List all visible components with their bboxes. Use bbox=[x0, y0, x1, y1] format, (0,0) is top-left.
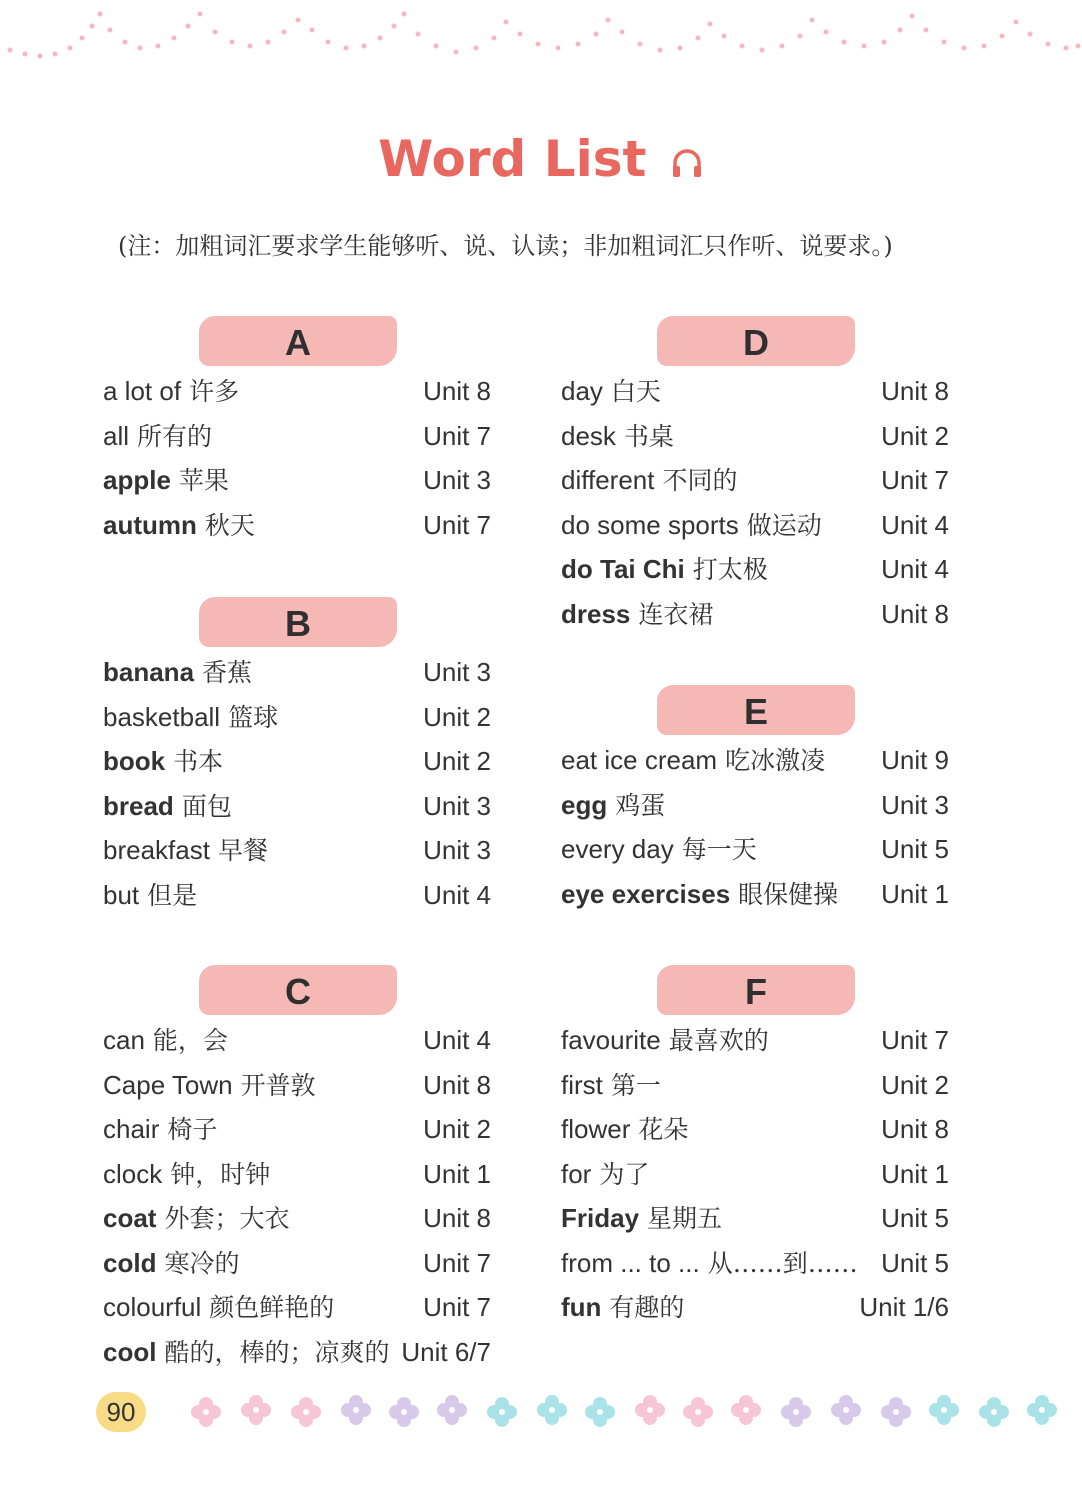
english-word: book bbox=[103, 746, 166, 776]
chinese-meaning: 鸡蛋 bbox=[615, 790, 666, 820]
list-item bbox=[561, 788, 961, 833]
english-word: eye exercises bbox=[561, 878, 731, 909]
entry-list bbox=[561, 1023, 961, 1335]
unit-label: Unit 5 bbox=[881, 1203, 949, 1233]
letter-badge: F bbox=[657, 965, 855, 1015]
list-item bbox=[103, 463, 503, 508]
entry-list bbox=[561, 374, 961, 641]
english-word: do some sports bbox=[561, 509, 739, 540]
letter-badge: E bbox=[657, 685, 855, 735]
english-word: all bbox=[103, 420, 130, 451]
chinese-meaning: 吃冰激凌 bbox=[725, 746, 826, 775]
english-word: from ... to ... bbox=[561, 1247, 700, 1278]
list-item bbox=[103, 508, 503, 553]
unit-label: Unit 7 bbox=[423, 509, 491, 540]
unit-label: Unit 8 bbox=[423, 1203, 491, 1233]
chinese-meaning: 星期五 bbox=[647, 1204, 723, 1233]
english-word: can bbox=[103, 1025, 145, 1055]
list-item bbox=[103, 1068, 503, 1113]
unit-label: Unit 2 bbox=[881, 1069, 949, 1100]
chinese-meaning: 不同的 bbox=[662, 466, 738, 495]
chinese-meaning: 所有的 bbox=[137, 421, 213, 451]
entry-list bbox=[561, 743, 961, 921]
list-item bbox=[103, 878, 503, 923]
list-item bbox=[561, 463, 961, 508]
title-text: Word List bbox=[378, 130, 647, 188]
list-item bbox=[103, 419, 503, 464]
unit-label: Unit 2 bbox=[423, 746, 491, 776]
list-item bbox=[561, 1201, 961, 1246]
list-item bbox=[103, 374, 503, 419]
letter-badge: C bbox=[199, 965, 397, 1015]
letter-badge: A bbox=[199, 316, 397, 366]
unit-label: Unit 1 bbox=[881, 878, 949, 909]
chinese-meaning: 篮球 bbox=[228, 702, 279, 732]
chinese-meaning: 眼保健操 bbox=[738, 879, 839, 909]
study-note: (注：加粗词汇要求学生能够听、说、认读；非加粗词汇只作听、说要求。) bbox=[118, 232, 893, 260]
unit-label: Unit 4 bbox=[881, 509, 949, 540]
unit-label: Unit 6/7 bbox=[401, 1336, 491, 1367]
english-word: basketball bbox=[103, 701, 221, 732]
english-word: do Tai Chi bbox=[561, 554, 685, 584]
list-item bbox=[103, 1246, 503, 1291]
chinese-meaning: 秋天 bbox=[204, 510, 255, 540]
english-word: eat ice cream bbox=[561, 745, 718, 775]
english-word: chair bbox=[103, 1114, 160, 1144]
unit-label: Unit 7 bbox=[881, 465, 949, 495]
chinese-meaning: 为了 bbox=[599, 1159, 650, 1189]
unit-label: Unit 7 bbox=[423, 1292, 491, 1322]
list-item bbox=[103, 789, 503, 834]
unit-label: Unit 3 bbox=[423, 657, 491, 687]
chinese-meaning: 从……到…… bbox=[707, 1248, 858, 1278]
unit-label: Unit 4 bbox=[423, 879, 491, 910]
entry-list bbox=[103, 1023, 503, 1379]
english-word: clock bbox=[103, 1158, 163, 1189]
english-word: for bbox=[561, 1158, 592, 1189]
dotted-garland-decoration bbox=[0, 0, 1082, 70]
chinese-meaning: 能，会 bbox=[152, 1026, 228, 1055]
chinese-meaning: 书桌 bbox=[623, 421, 674, 451]
english-word: fun bbox=[561, 1292, 602, 1322]
english-word: banana bbox=[103, 657, 195, 687]
english-word: cool bbox=[103, 1336, 157, 1367]
english-word: flower bbox=[561, 1114, 631, 1144]
list-item bbox=[561, 1246, 961, 1291]
english-word: autumn bbox=[103, 509, 197, 540]
unit-label: Unit 8 bbox=[423, 376, 491, 406]
list-item bbox=[561, 1068, 961, 1113]
english-word: day bbox=[561, 376, 603, 406]
entry-list bbox=[103, 655, 503, 922]
unit-label: Unit 4 bbox=[881, 554, 949, 584]
page-number: 90 bbox=[96, 1392, 146, 1432]
page-title bbox=[0, 130, 1082, 192]
chinese-meaning: 钟，时钟 bbox=[170, 1159, 271, 1189]
list-item bbox=[103, 1023, 503, 1068]
unit-label: Unit 9 bbox=[881, 745, 949, 775]
chinese-meaning: 有趣的 bbox=[609, 1293, 685, 1322]
list-item bbox=[561, 1112, 961, 1157]
chinese-meaning: 但是 bbox=[147, 880, 198, 910]
chinese-meaning: 香蕉 bbox=[202, 658, 253, 687]
list-item bbox=[561, 1290, 961, 1335]
chinese-meaning: 酷的，棒的；凉爽的 bbox=[164, 1337, 390, 1367]
unit-label: Unit 5 bbox=[881, 1247, 949, 1278]
unit-label: Unit 5 bbox=[881, 834, 949, 864]
list-item bbox=[103, 744, 503, 789]
chinese-meaning: 早餐 bbox=[217, 836, 268, 865]
letter-badge: D bbox=[657, 316, 855, 366]
english-word: egg bbox=[561, 789, 608, 820]
english-word: different bbox=[561, 465, 655, 495]
chinese-meaning: 最喜欢的 bbox=[668, 1026, 769, 1055]
unit-label: Unit 8 bbox=[881, 1114, 949, 1144]
unit-label: Unit 8 bbox=[881, 376, 949, 406]
unit-label: Unit 3 bbox=[423, 835, 491, 865]
chinese-meaning: 花朵 bbox=[638, 1115, 689, 1144]
english-word: first bbox=[561, 1069, 603, 1100]
list-item bbox=[103, 1112, 503, 1157]
chinese-meaning: 每一天 bbox=[681, 835, 757, 864]
english-word: a lot of bbox=[103, 376, 182, 406]
chinese-meaning: 寒冷的 bbox=[164, 1248, 240, 1278]
list-item bbox=[103, 655, 503, 700]
chinese-meaning: 做运动 bbox=[746, 510, 822, 540]
english-word: dress bbox=[561, 598, 631, 629]
chinese-meaning: 许多 bbox=[189, 377, 240, 406]
letter-badge: B bbox=[199, 597, 397, 647]
english-word: every day bbox=[561, 834, 674, 864]
unit-label: Unit 1/6 bbox=[859, 1292, 949, 1322]
unit-label: Unit 7 bbox=[423, 420, 491, 451]
list-item bbox=[103, 1335, 503, 1380]
unit-label: Unit 8 bbox=[881, 598, 949, 629]
unit-label: Unit 2 bbox=[423, 701, 491, 732]
english-word: colourful bbox=[103, 1292, 202, 1322]
list-item bbox=[561, 1023, 961, 1068]
chinese-meaning: 颜色鲜艳的 bbox=[209, 1293, 335, 1322]
english-word: cold bbox=[103, 1247, 157, 1278]
list-item bbox=[103, 833, 503, 878]
chinese-meaning: 第一 bbox=[610, 1070, 661, 1100]
chinese-meaning: 白天 bbox=[610, 377, 661, 406]
unit-label: Unit 3 bbox=[423, 790, 491, 821]
english-word: bread bbox=[103, 790, 174, 821]
list-item bbox=[561, 877, 961, 922]
list-item bbox=[561, 597, 961, 642]
chinese-meaning: 面包 bbox=[181, 791, 232, 821]
unit-label: Unit 2 bbox=[881, 420, 949, 451]
unit-label: Unit 7 bbox=[881, 1025, 949, 1055]
list-item bbox=[103, 700, 503, 745]
list-item bbox=[561, 419, 961, 464]
english-word: coat bbox=[103, 1203, 157, 1233]
entry-list bbox=[103, 374, 503, 552]
chinese-meaning: 苹果 bbox=[178, 466, 229, 495]
unit-label: Unit 8 bbox=[423, 1069, 491, 1100]
list-item bbox=[103, 1157, 503, 1202]
english-word: apple bbox=[103, 465, 171, 495]
list-item bbox=[561, 508, 961, 553]
unit-label: Unit 1 bbox=[881, 1158, 949, 1189]
flower-border-decoration bbox=[180, 1384, 1082, 1440]
unit-label: Unit 4 bbox=[423, 1025, 491, 1055]
list-item bbox=[561, 1157, 961, 1202]
chinese-meaning: 椅子 bbox=[167, 1115, 218, 1144]
chinese-meaning: 书本 bbox=[173, 747, 224, 776]
list-item bbox=[561, 374, 961, 419]
chinese-meaning: 连衣裙 bbox=[638, 599, 714, 629]
unit-label: Unit 3 bbox=[423, 465, 491, 495]
unit-label: Unit 7 bbox=[423, 1247, 491, 1278]
unit-label: Unit 1 bbox=[423, 1158, 491, 1189]
english-word: but bbox=[103, 879, 140, 910]
unit-label: Unit 2 bbox=[423, 1114, 491, 1144]
list-item bbox=[561, 552, 961, 597]
english-word: favourite bbox=[561, 1025, 661, 1055]
unit-label: Unit 3 bbox=[881, 789, 949, 820]
list-item bbox=[561, 743, 961, 788]
list-item bbox=[103, 1290, 503, 1335]
chinese-meaning: 外套；大衣 bbox=[164, 1204, 290, 1233]
chinese-meaning: 打太极 bbox=[692, 555, 768, 584]
list-item bbox=[103, 1201, 503, 1246]
english-word: Cape Town bbox=[103, 1069, 233, 1100]
english-word: Friday bbox=[561, 1203, 640, 1233]
headphones-icon[interactable] bbox=[670, 134, 704, 192]
list-item bbox=[561, 832, 961, 877]
english-word: desk bbox=[561, 420, 616, 451]
chinese-meaning: 开普敦 bbox=[240, 1070, 316, 1100]
english-word: breakfast bbox=[103, 835, 210, 865]
